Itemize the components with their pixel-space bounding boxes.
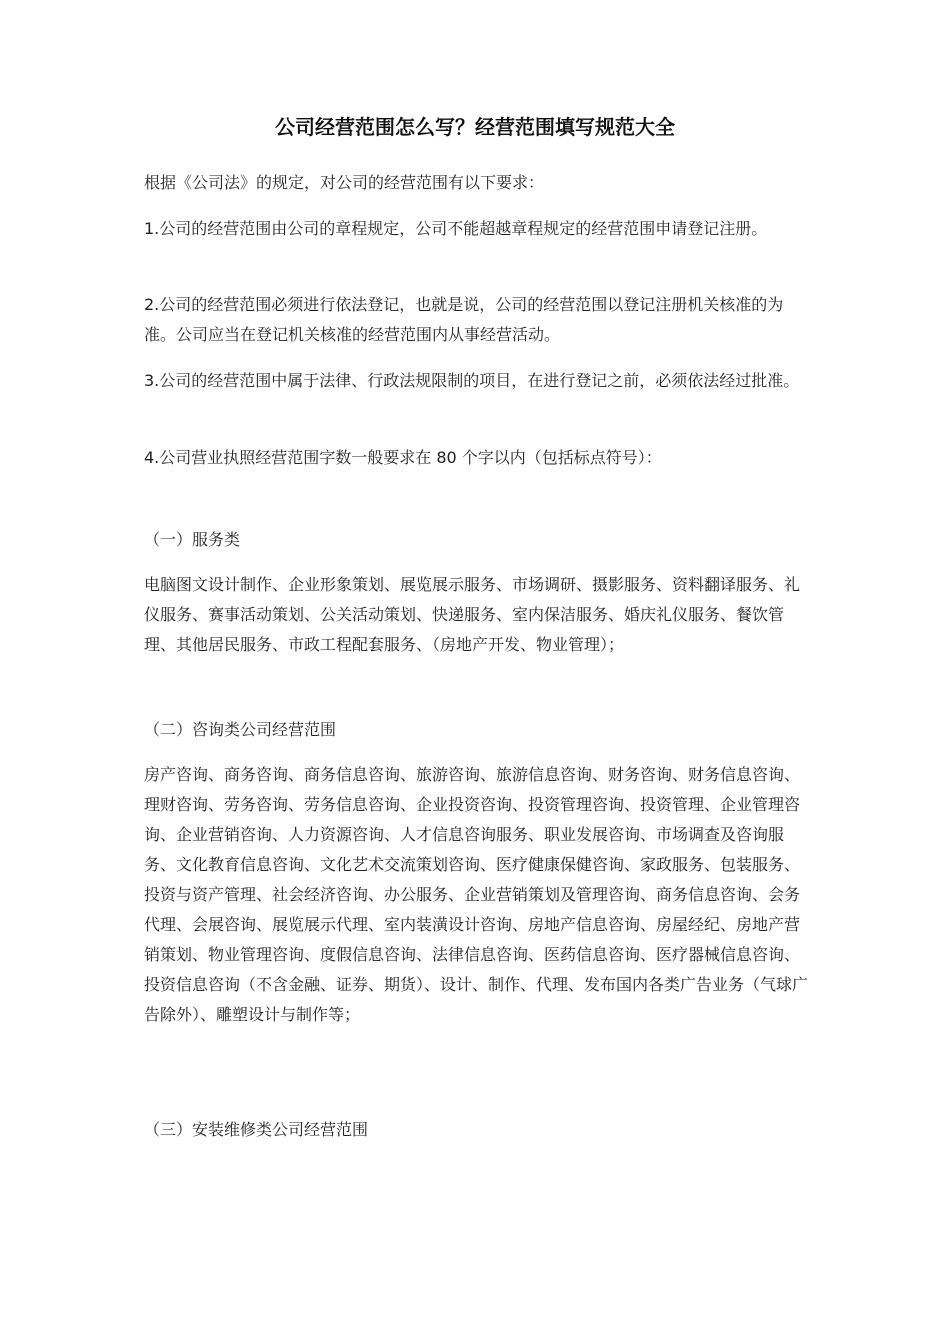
section-1-content: 电脑图文设计制作、企业形象策划、展览展示服务、市场调研、摄影服务、资料翻译服务、礼仪服务、赛事活动策划、公关活动策划、快递服务、室内保洁服务、婚庆礼仪服务、餐饮管理、其他居民服务、市政工程配套服务、（房地产开发、物业管理）； bbox=[144, 575, 801, 654]
rule-2-paragraph: 2.公司的经营范围必须进行依法登记，也就是说，公司的经营范围以登记注册机关核准的为准。公司应当在登记机关核准的经营范围内从事经营活动。 bbox=[144, 295, 784, 344]
section-2-heading: （二）咨询类公司经营范围 bbox=[144, 720, 337, 739]
section-1-heading: （一）服务类 bbox=[144, 530, 241, 549]
rule-1-paragraph: 1.公司的经营范围由公司的章程规定，公司不能超越章程规定的经营范围申请登记注册。 bbox=[144, 219, 768, 238]
rule-4-paragraph: 4.公司营业执照经营范围字数一般要求在 80 个字以内（包括标点符号）： bbox=[144, 448, 662, 467]
rule-3-paragraph: 3.公司的经营范围中属于法律、行政法规限制的项目，在进行登记之前，必须依法经过批准。 bbox=[144, 371, 800, 390]
document-title: 公司经营范围怎么写？经营范围填写规范大全 bbox=[275, 115, 675, 139]
section-2-content: 房产咨询、商务咨询、商务信息咨询、旅游咨询、旅游信息咨询、财务咨询、财务信息咨询、理财咨询、劳务咨询、劳务信息咨询、企业投资咨询、投资管理咨询、投资管理、企业管理咨询、企业营销咨询、人力资源咨询、人才信息咨询服务、职业发展咨询、市场调查及咨询服务、文化教育信息咨询、文化艺术交流策划咨询、医疗健康保健咨询、家政服务、包装服务、投资与资产管理、社会经济咨询、办公服务、企业营销策划及管理咨询、商务信息咨询、会务代理、会展咨询、展览展示代理、室内装潢设计咨询、房地产信息咨询、房屋经纪、房地产营销策划、物业管理咨询、度假信息咨询、法律信息咨询、医药信息咨询、医疗器械信息咨询、投资信息咨询（不含金融、证券、期货）、设计、制作、代理、发布国内各类广告业务（气球广告除外）、雕塑设计与制作等； bbox=[144, 765, 809, 1024]
section-3-heading: （三）安装维修类公司经营范围 bbox=[144, 1120, 369, 1139]
intro-paragraph: 根据《公司法》的规定，对公司的经营范围有以下要求： bbox=[144, 173, 545, 192]
